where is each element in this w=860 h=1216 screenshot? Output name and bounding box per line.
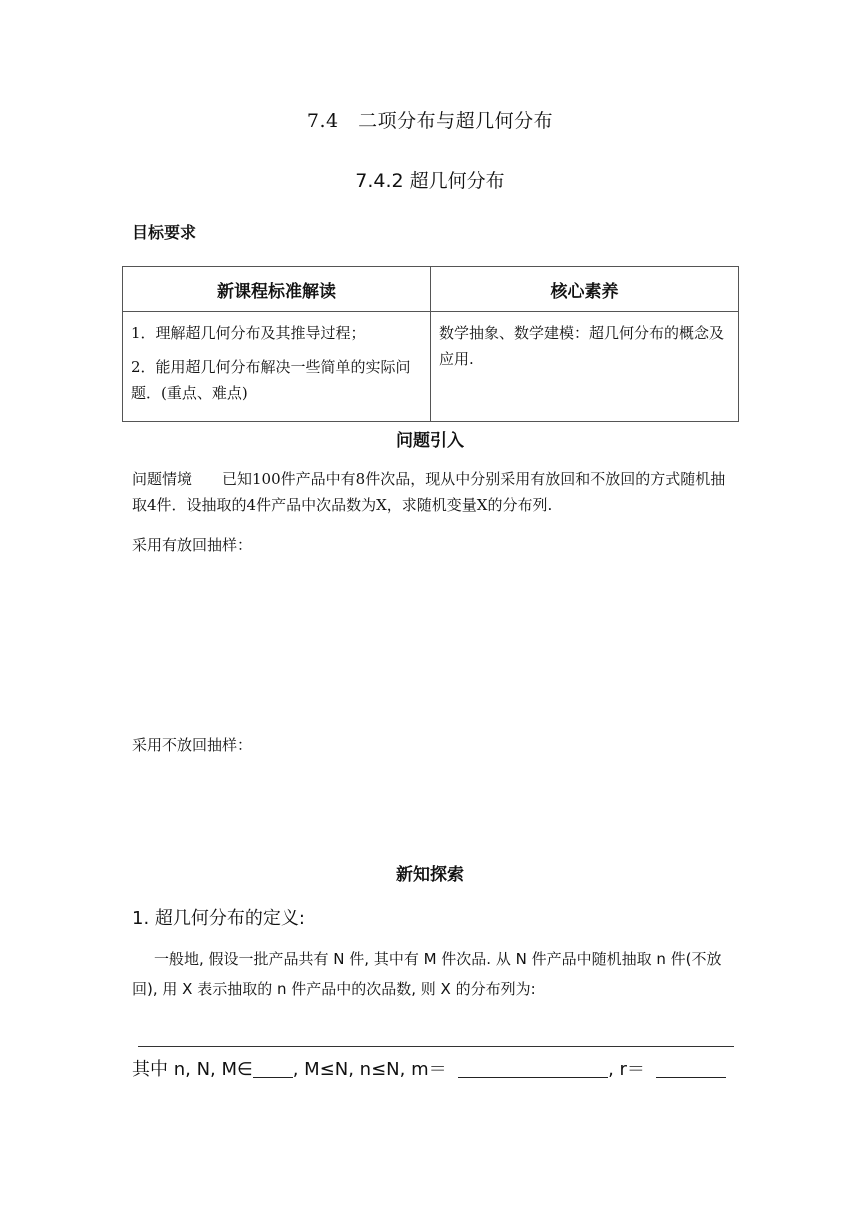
definition-title: 1. 超几何分布的定义: [132, 908, 305, 929]
condition-line [132, 1055, 726, 1081]
table-header-row [123, 267, 739, 312]
with-replacement-label: 采用有放回抽样： [132, 536, 253, 554]
standard-item-1: 1．理解超几何分布及其推导过程； [131, 324, 366, 342]
competencies-cell: 数学抽象、数学建模：超几何分布的概念及应用. [431, 312, 739, 422]
without-replacement-label: 采用不放回抽样： [132, 736, 253, 754]
table-header-standards: 新课程标准解读 [123, 267, 431, 312]
blank-m[interactable] [458, 1059, 608, 1078]
blank-r[interactable] [656, 1059, 726, 1078]
blank-set[interactable] [253, 1059, 293, 1078]
requirements-table [122, 266, 739, 422]
new-knowledge-heading: 新知探索 [396, 865, 464, 885]
definition-body [132, 944, 732, 1004]
standards-cell [123, 312, 431, 422]
intro-heading: 问题引入 [396, 431, 464, 451]
table-row [123, 312, 739, 422]
problem-text: 已知100件产品中有8件次品，现从中分别采用有放回和不放回的方式随机抽取4件．设抽取的4件产品中次品数为X，求随机变量X的分布列. [132, 470, 726, 514]
definition-text: 一般地, 假设一批产品共有 N 件, 其中有 M 件次品. 从 N 件产品中随机抽取 n 件(不放回), 用 X 表示抽取的 n 件产品中的次品数, 则 X 的分布列为: [132, 950, 722, 998]
standard-item-2: 2．能用超几何分布解决一些简单的实际问题．(重点、难点) [131, 358, 411, 402]
page-title: 7.4 二项分布与超几何分布 [306, 110, 554, 132]
table-header-competencies: 核心素养 [431, 267, 739, 312]
condition-part2: , M≤N, n≤N, m＝ [292, 1059, 447, 1080]
condition-part3: , r＝ [608, 1059, 645, 1080]
problem-paragraph [132, 466, 732, 518]
problem-label: 问题情境 [132, 470, 193, 488]
section-title: 7.4.2 超几何分布 [355, 170, 505, 192]
distribution-answer-line [138, 1046, 734, 1047]
goal-heading: 目标要求 [132, 223, 197, 242]
condition-prefix: 其中 n, N, M∈ [132, 1059, 253, 1080]
